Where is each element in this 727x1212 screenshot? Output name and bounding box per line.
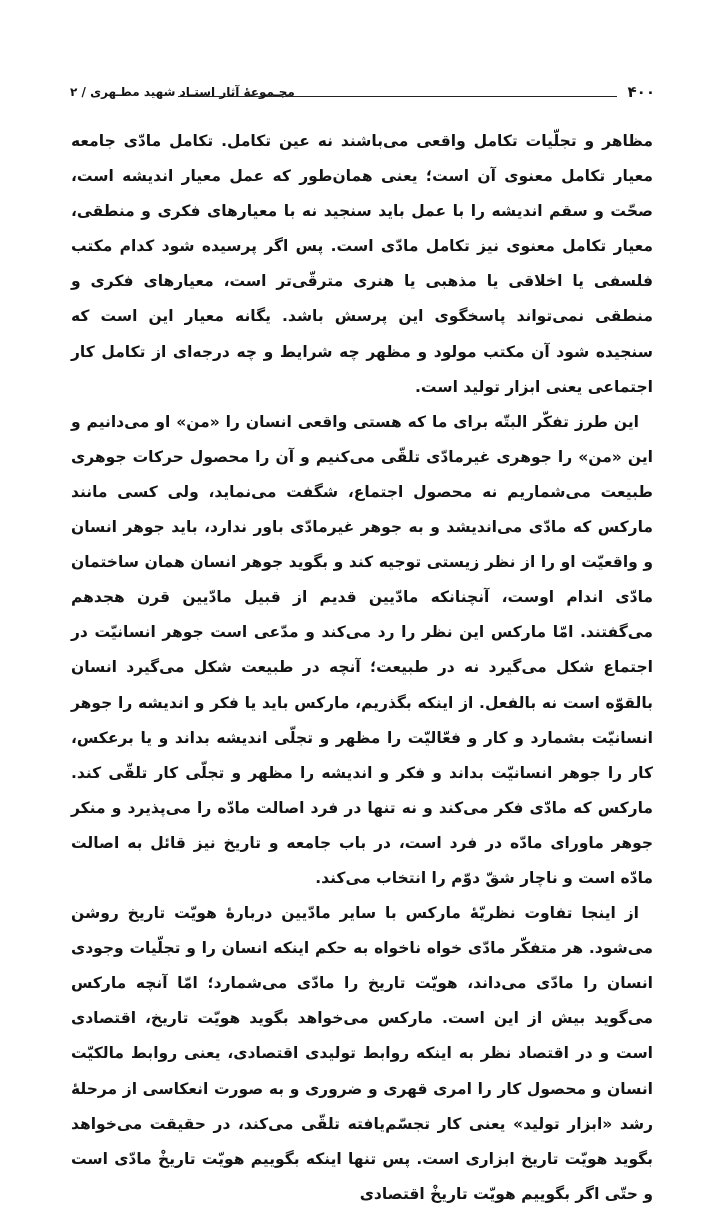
paragraph-3: از اینجا تفاوت نظریّهٔ مارکس با سایر مادّیین دربارهٔ هویّت تاریخ روشن می‌شود. هر متفکّر مادّی خواه ناخواه به حکم اینکه انسان را و تجلّیات وجودی انسان را مادّی می‌داند، هویّت تاریخ را مادّی می‌شمارد؛ امّا آنچه مارکس می‌گوید بیش از این است. مارکس می‌خواهد بگوید هویّت تاریخ، اقتصادی است و در اقتصاد نظر به اینکه روابط تولیدی اقتصادی، یعنی روابط مالکیّت انسان و محصول کار را امری قهری و ضروری و به صورت انعکاسی از مرحلهٔ رشد «ابزار تولید» یعنی کار تجسّم‌یافته تلقّی می‌کند، در حقیقت می‌خواهد بگوید هویّت تاریخ ابزاری است. پس تنها اینکه بگوییم هویّت تاریخْ مادّی است و حتّی اگر بگوییم هویّت تاریخْ اقتصادی xyxy=(71,904,653,1203)
page-number: ۴۰۰ xyxy=(627,83,655,101)
paragraph-1: مظاهر و تجلّیات تکامل واقعی می‌باشند نه عین تکامل. تکامل مادّی جامعه معیار تکامل معنوی آن است؛ یعنی همان‌طور که عمل معیار اندیشه است، صحّت و سقم اندیشه را با عمل باید سنجید نه با معیارهای فکری و منطقی، معیار تکامل معنوی نیز تکامل مادّی است. پس اگر پرسیده شود کدام مکتب فلسفی یا اخلاقی یا مذهبی یا هنری مترقّی‌تر است، معیارهای فکری و منطقی نمی‌تواند پاسخگوی این پرسش باشد. یگانه معیار این است که سنجیده شود آن مکتب مولود و مظهر چه شرایط و چه درجه‌ای از تکامل کار اجتماعی یعنی ابزار تولید است. xyxy=(71,132,653,396)
running-title: مجـموعهٔ آثار استـاد شهید مطـهری / ۲ xyxy=(70,85,295,99)
paragraph-2: این طرز تفکّر البتّه برای ما که هستی واقعی انسان را «من» او می‌دانیم و این «من» را جوهری غیرمادّی تلقّی می‌کنیم و آن را محصول حرکات جوهری طبیعت می‌شماریم نه محصول اجتماع، شگفت می‌نماید، ولی کسی مانند مارکس که مادّی می‌اندیشد و به جوهر غیرمادّی باور ندارد، باید جوهر انسان و واقعیّت او را از نظر زیستی توجیه کند و بگوید جوهر انسان همان ساختمان مادّی اندام اوست، آنچنانکه مادّیین قدیم از قبیل مادّیین قرن هجدهم می‌گفتند. امّا مارکس این نظر را رد می‌کند و مدّعی است جوهر انسانیّت در اجتماع شکل می‌گیرد نه در طبیعت؛ آنچه در طبیعت شکل می‌گیرد انسان بالقوّه است نه بالفعل. از اینکه بگذریم، مارکس باید یا فکر و اندیشه را جوهر انسانیّت بشمارد و کار و فعّالیّت را مظهر و تجلّی اندیشه بداند و یا برعکس، کار را جوهر انسانیّت بداند و فکر و اندیشه را مظهر و تجلّی کار تلقّی کند. مارکس که مادّی فکر می‌کند و نه تنها در فرد اصالت مادّه را می‌پذیرد و منکر جوهر ماورای مادّه در فرد است، در باب جامعه و تاریخ نیز قائل به اصالت مادّه است و ناچار شقّ دوّم را انتخاب می‌کند. xyxy=(71,412,653,887)
page-header xyxy=(70,82,655,106)
body-text xyxy=(71,124,653,1212)
